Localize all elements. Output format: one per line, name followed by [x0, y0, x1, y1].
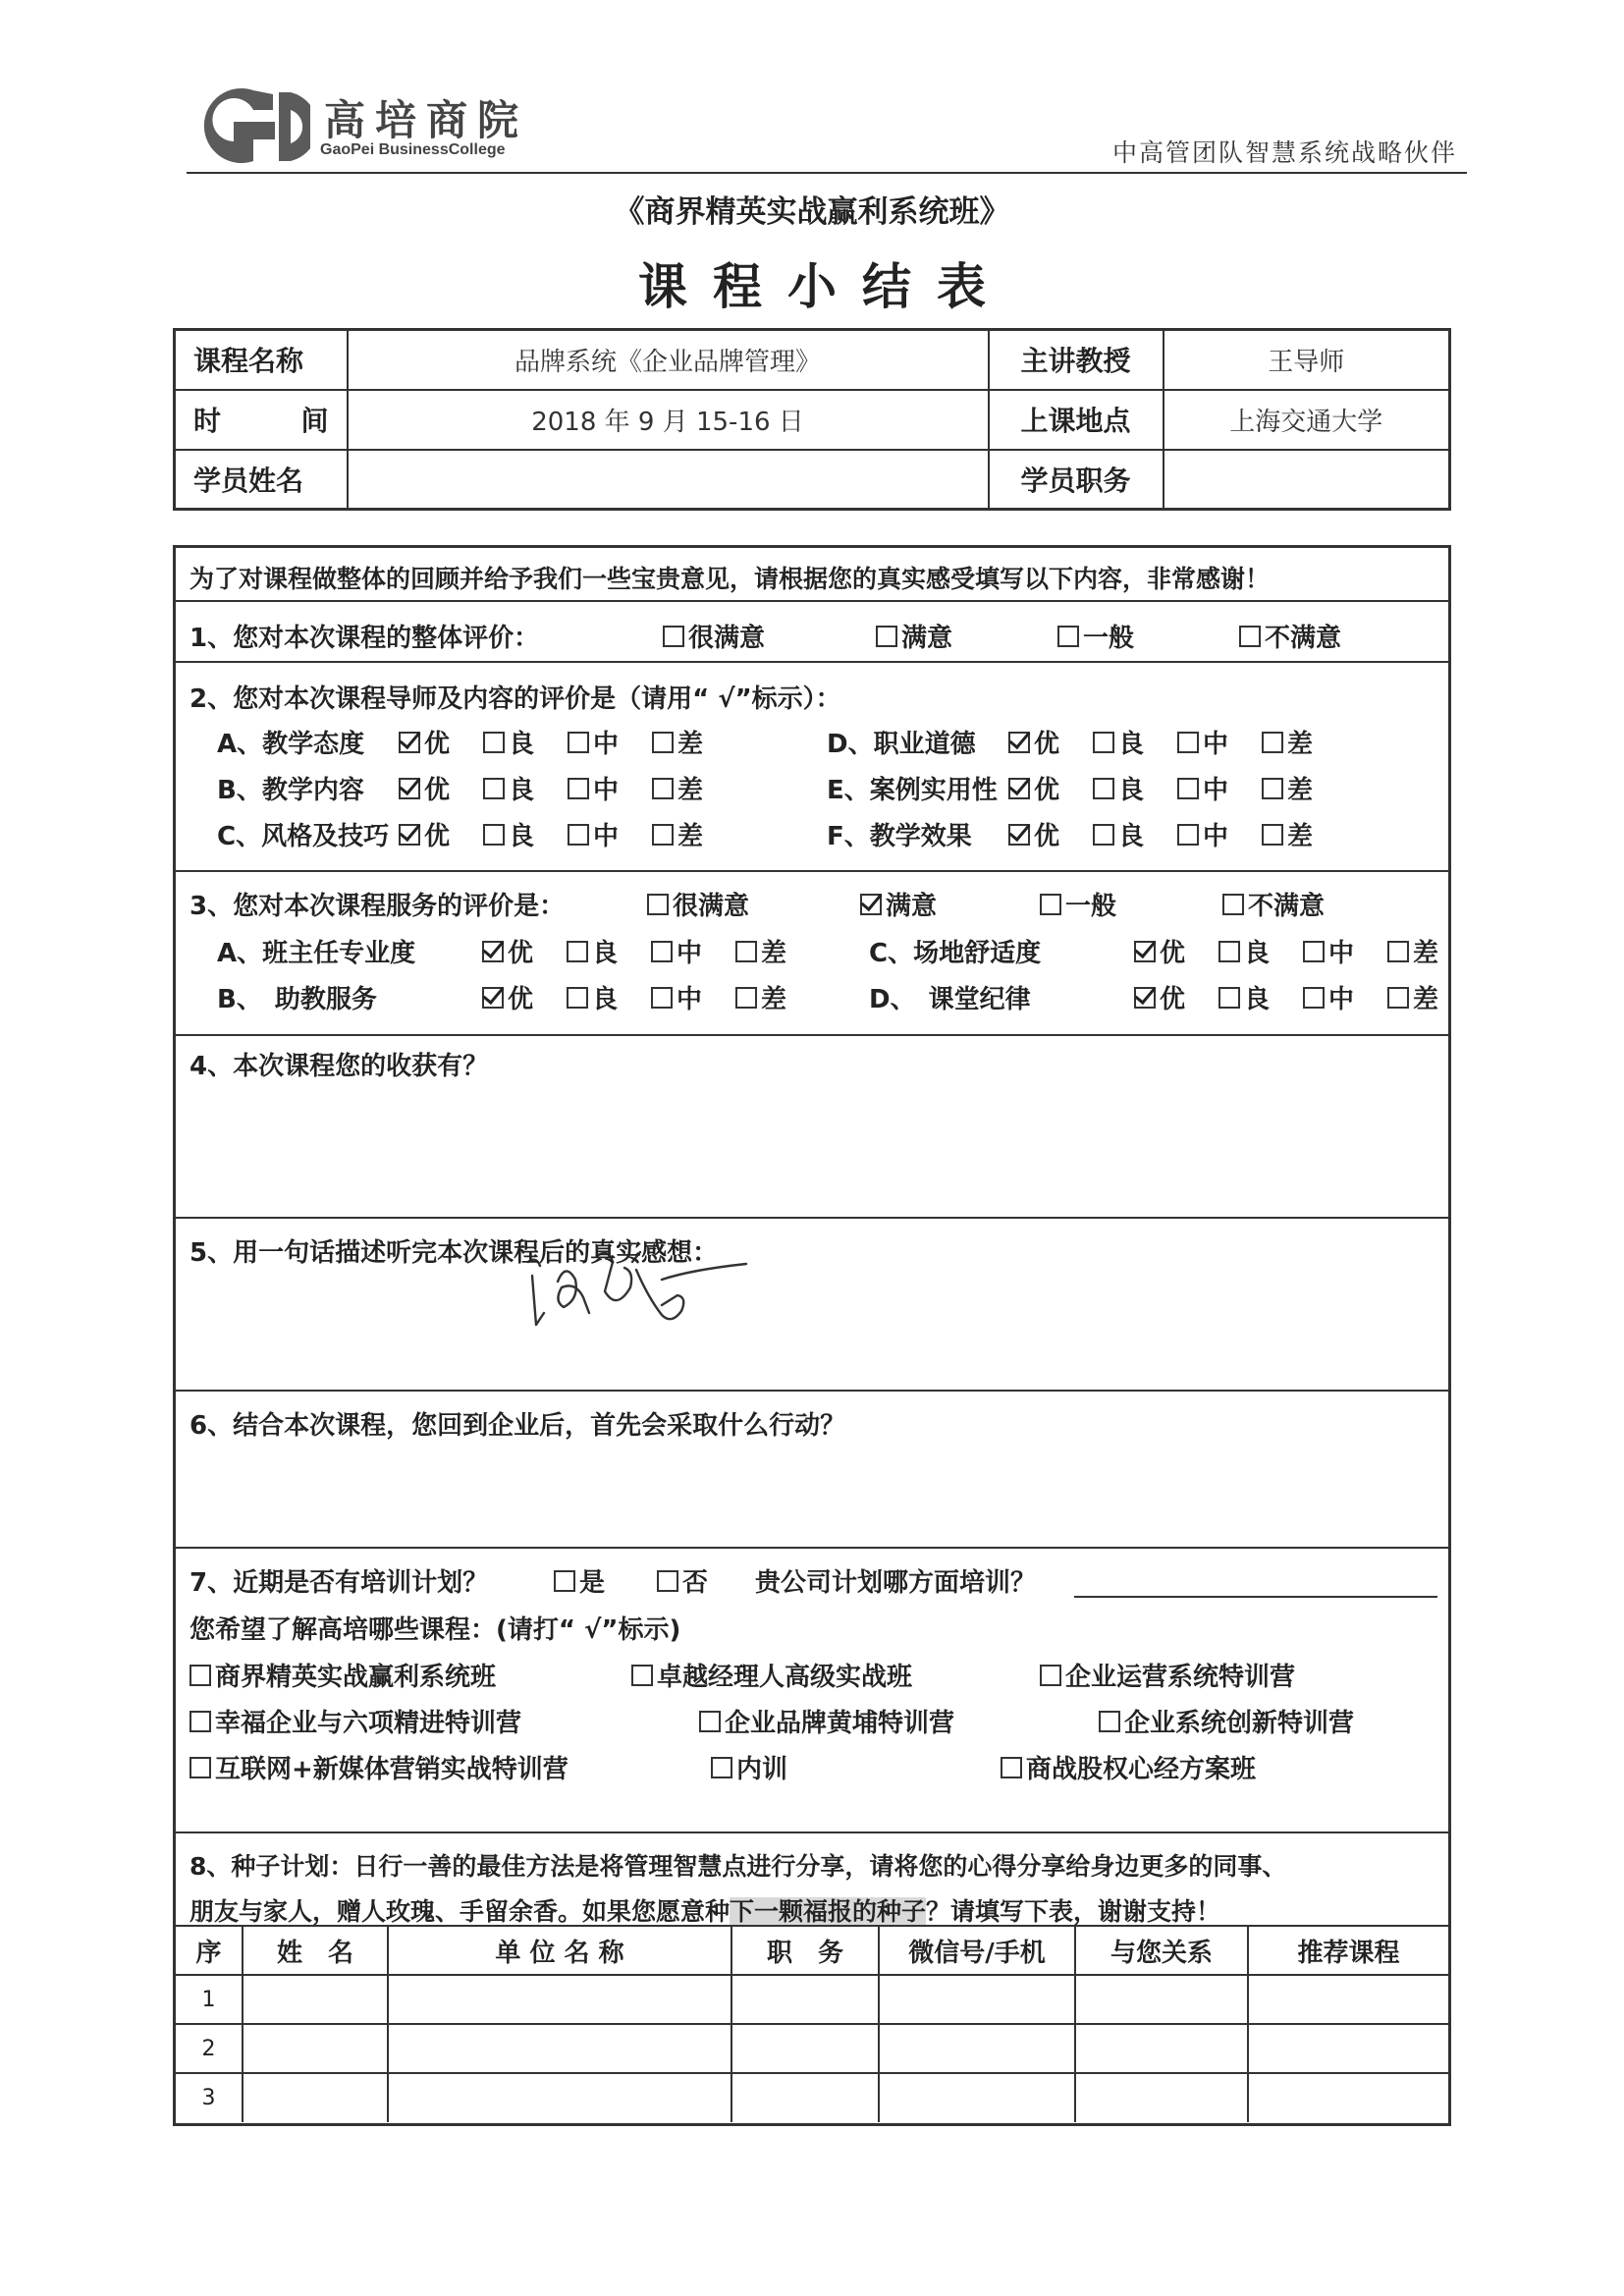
checkbox-icon[interactable] [1262, 778, 1283, 799]
checkbox-icon[interactable] [554, 1570, 575, 1592]
q2-grade-label: 差 [677, 822, 704, 851]
q7-label: 7、近期是否有培训计划？ [189, 1568, 489, 1598]
q2-item-label: A、教学态度 [217, 730, 365, 759]
q2-grade-option[interactable] [1008, 816, 1059, 852]
seed-table-header-row [176, 1926, 1448, 1975]
q7-course-option[interactable] [1040, 1657, 1295, 1693]
checkbox-icon[interactable] [735, 987, 757, 1009]
student-position-field[interactable] [1164, 450, 1450, 510]
checkbox-icon[interactable] [483, 732, 505, 753]
checkmark-icon[interactable] [399, 778, 420, 799]
checkmark-icon[interactable] [482, 941, 504, 962]
q3-grade-option[interactable] [567, 979, 618, 1015]
checkmark-icon[interactable] [860, 894, 882, 915]
q2-item-label: C、风格及技巧 [217, 822, 390, 851]
checkbox-icon[interactable] [652, 732, 674, 753]
q2-grade-option[interactable] [568, 724, 619, 760]
checkbox-icon[interactable] [189, 1711, 211, 1732]
survey-intro-text: 为了对课程做整体的回顾并给予我们一些宝贵意见，请根据您的真实感受填写以下内容，非常感谢！ [189, 565, 1271, 593]
q3-grade-label: 优 [1160, 985, 1186, 1014]
table-row [176, 1975, 1448, 2024]
table-cell[interactable] [1248, 1975, 1448, 2024]
q3-label: 3、您对本次课程服务的评价是： [189, 892, 566, 921]
q3-option-label: 很满意 [673, 892, 750, 921]
q2-grade-option[interactable] [1008, 724, 1059, 760]
table-cell[interactable] [731, 2073, 879, 2122]
q1-option-satisfied[interactable] [876, 618, 952, 654]
q3-option-very-satisfied[interactable] [647, 886, 749, 922]
q2-grade-option[interactable] [1262, 724, 1313, 760]
q3-grade-option[interactable] [1134, 933, 1185, 969]
q7-which-label: 贵公司计划哪方面培训？ [755, 1568, 1037, 1598]
course-name-label: 课程名称 [175, 330, 348, 390]
q2-item-label: E、案例实用性 [827, 776, 998, 805]
q3-item-label: A、班主任专业度 [217, 939, 416, 968]
checkmark-icon[interactable] [1134, 941, 1156, 962]
q7-course-option[interactable] [631, 1657, 912, 1693]
q7-course-label: 商界精英实战赢利系统班 [215, 1663, 497, 1692]
table-cell[interactable] [388, 2073, 731, 2122]
student-position-label: 学员职务 [989, 450, 1164, 510]
header-tagline: 中高管团队智慧系统战略伙伴 [1111, 138, 1457, 167]
q2-grade-option[interactable] [399, 724, 450, 760]
time-label [175, 390, 348, 450]
q3-grade-label: 差 [1413, 985, 1439, 1014]
checkbox-icon[interactable] [1177, 824, 1199, 846]
q3-grade-label: 中 [677, 985, 703, 1014]
q8-highlighted-text: 下一颗福报的种子 [730, 1897, 927, 1926]
table-cell[interactable] [1248, 2024, 1448, 2073]
q3-grade-label: 差 [761, 939, 787, 968]
header-divider [187, 172, 1467, 174]
q7-course-label: 卓越经理人高级实战班 [657, 1663, 913, 1692]
course-info-table [173, 328, 1451, 511]
checkbox-icon[interactable] [568, 778, 589, 799]
q1-option-average[interactable] [1057, 618, 1134, 654]
q3-grade-option[interactable] [1387, 979, 1438, 1015]
q3-grade-option[interactable] [1218, 933, 1270, 969]
q2-grade-option[interactable] [399, 770, 450, 806]
q3-grade-label: 中 [1328, 939, 1355, 968]
checkbox-icon[interactable] [1387, 987, 1409, 1009]
q7-course-label: 互联网+新媒体营销实战特训营 [215, 1755, 568, 1784]
q3-grade-option[interactable] [1134, 979, 1185, 1015]
row-number: 1 [176, 1975, 243, 2024]
q7-course-label: 企业运营系统特训营 [1065, 1663, 1296, 1692]
course-series-title: 《商界精英实战赢利系统班》 [614, 194, 1010, 230]
q2-grade-label: 差 [677, 730, 704, 759]
q2-grade-label: 中 [1203, 822, 1229, 851]
q3-section [176, 872, 1448, 1036]
q2-grade-label: 中 [593, 730, 620, 759]
q3-grade-label: 中 [1328, 985, 1355, 1014]
q2-grade-label: 中 [593, 776, 620, 805]
q3-grade-label: 良 [592, 939, 619, 968]
checkbox-icon[interactable] [663, 626, 684, 647]
checkbox-icon[interactable] [699, 1711, 721, 1732]
course-name-value[interactable]: 品牌系统《企业品牌管理》 [348, 330, 989, 390]
checkbox-icon[interactable] [1093, 732, 1114, 753]
checkbox-icon[interactable] [1222, 894, 1244, 915]
q3-grade-option[interactable] [735, 979, 786, 1015]
q3-grade-label: 良 [1244, 939, 1271, 968]
q7-which-answer-line[interactable] [1074, 1596, 1437, 1598]
q1-option-unsatisfied[interactable] [1239, 618, 1341, 654]
q2-grade-label: 差 [1287, 730, 1314, 759]
checkmark-icon[interactable] [1008, 732, 1030, 753]
q8-line-2-start: 朋友与家人，赠人玫瑰、手留余香。如果您愿意种 [189, 1897, 731, 1926]
q2-grade-option[interactable] [1177, 724, 1228, 760]
checkbox-icon[interactable] [735, 941, 757, 962]
q2-grade-label: 优 [424, 822, 451, 851]
q8-line-2 [189, 1892, 1220, 1928]
q7-yes-label: 是 [579, 1568, 606, 1598]
q6-section [176, 1392, 1448, 1549]
q1-option-label: 不满意 [1265, 624, 1342, 653]
logo-english-name: GaoPei BusinessCollege [320, 141, 506, 158]
seed-plan-table [176, 1925, 1448, 2122]
q2-grade-option[interactable] [1262, 816, 1313, 852]
venue-value[interactable]: 上海交通大学 [1164, 390, 1450, 450]
table-cell[interactable] [388, 2024, 731, 2073]
checkbox-icon[interactable] [483, 778, 505, 799]
q4-section [176, 1036, 1448, 1219]
table-cell[interactable] [1075, 1975, 1248, 2024]
time-value[interactable]: 2018 年 9 月 15-16 日 [348, 390, 989, 450]
q2-grade-label: 中 [593, 822, 620, 851]
checkbox-icon[interactable] [1262, 732, 1283, 753]
form-title: 课程小结表 [638, 258, 1011, 315]
q3-grade-option[interactable] [482, 979, 533, 1015]
q3-option-label: 不满意 [1248, 892, 1326, 921]
checkbox-icon[interactable] [1387, 941, 1409, 962]
q2-grade-option[interactable] [1093, 816, 1144, 852]
q3-item-label: B、 助教服务 [217, 985, 377, 1014]
q7-course-option[interactable] [1099, 1703, 1354, 1739]
checkmark-icon[interactable] [399, 824, 420, 846]
checkbox-icon[interactable] [876, 626, 897, 647]
table-row [176, 2073, 1448, 2122]
table-cell[interactable] [879, 1975, 1075, 2024]
q3-grade-label: 优 [508, 985, 534, 1014]
q2-grade-label: 差 [1287, 822, 1314, 851]
q2-grade-option[interactable] [652, 724, 703, 760]
q3-grade-label: 差 [761, 985, 787, 1014]
q3-grade-option[interactable] [1303, 979, 1354, 1015]
q3-item-label: C、场地舒适度 [869, 939, 1042, 968]
q1-label: 1、您对本次课程的整体评价： [189, 624, 540, 653]
q3-option-unsatisfied[interactable] [1222, 886, 1325, 922]
q2-grade-label: 差 [1287, 776, 1314, 805]
q7-course-label: 幸福企业与六项精进特训营 [215, 1709, 522, 1738]
venue-label: 上课地点 [989, 390, 1164, 450]
q3-grade-option[interactable] [651, 979, 702, 1015]
gaopei-logo-icon [194, 82, 310, 169]
logo-chinese-name: 高培商院 [324, 96, 529, 144]
checkbox-icon[interactable] [1001, 1757, 1022, 1778]
q3-grade-option[interactable] [1218, 979, 1270, 1015]
q3-grade-label: 良 [592, 985, 619, 1014]
survey-intro-section [176, 548, 1448, 602]
seed-table-header-cell: 序 [176, 1926, 243, 1975]
q2-item-label: F、教学效果 [827, 822, 972, 851]
checkbox-icon[interactable] [1177, 732, 1199, 753]
q2-label: 2、您对本次课程导师及内容的评价是（请用“ √”标示）： [189, 684, 841, 714]
q2-grade-label: 优 [1034, 730, 1060, 759]
q3-option-average[interactable] [1040, 886, 1116, 922]
q8-line-2-end: ？请填写下表，谢谢支持！ [926, 1897, 1221, 1926]
checkbox-icon[interactable] [568, 824, 589, 846]
checkbox-icon[interactable] [189, 1757, 211, 1778]
checkbox-icon[interactable] [1177, 778, 1199, 799]
q3-option-satisfied[interactable] [860, 886, 937, 922]
seed-table-header-cell: 单 位 名 称 [388, 1926, 731, 1975]
q2-item-label: D、职业道德 [827, 730, 976, 759]
table-cell[interactable] [731, 1975, 879, 2024]
q2-grade-label: 良 [1118, 776, 1145, 805]
q7-option-yes[interactable] [554, 1562, 605, 1599]
checkbox-icon[interactable] [647, 894, 669, 915]
table-cell[interactable] [1075, 2073, 1248, 2122]
q3-grade-label: 中 [677, 939, 703, 968]
checkbox-icon[interactable] [567, 941, 588, 962]
q7-course-option[interactable] [711, 1749, 787, 1785]
q2-grade-label: 良 [509, 776, 535, 805]
table-cell[interactable] [388, 1975, 731, 2024]
q8-line-1: 8、种子计划：日行一善的最佳方法是将管理智慧点进行分享，请将您的心得分享给身边更多的同事、 [189, 1852, 1287, 1881]
checkbox-icon[interactable] [657, 1570, 678, 1592]
q2-grade-option[interactable] [399, 816, 450, 852]
q2-grade-label: 良 [1118, 822, 1145, 851]
checkbox-icon[interactable] [652, 778, 674, 799]
time-label-char-2: 间 [300, 405, 329, 437]
q2-section [176, 663, 1448, 872]
q2-grade-option[interactable] [483, 770, 534, 806]
row-number: 3 [176, 2073, 243, 2122]
q2-grade-label: 良 [509, 822, 535, 851]
q2-grade-option[interactable] [1177, 816, 1228, 852]
q2-grade-option[interactable] [1093, 770, 1144, 806]
seed-table-header-cell: 微信号/手机 [879, 1926, 1075, 1975]
q3-grade-option[interactable] [482, 933, 533, 969]
q3-grade-label: 优 [1160, 939, 1186, 968]
q3-grade-label: 优 [508, 939, 534, 968]
seed-table-header-cell: 姓 名 [243, 1926, 388, 1975]
checkbox-icon[interactable] [567, 987, 588, 1009]
q7-course-label: 企业品牌黄埔特训营 [725, 1709, 955, 1738]
q5-label: 5、用一句话描述听完本次课程后的真实感想： [189, 1238, 719, 1268]
q2-grade-label: 中 [1203, 730, 1229, 759]
q2-grade-label: 优 [1034, 776, 1060, 805]
table-cell[interactable] [1248, 2073, 1448, 2122]
q3-grade-option[interactable] [567, 933, 618, 969]
checkbox-icon[interactable] [483, 824, 505, 846]
seed-table-header-cell: 与您关系 [1075, 1926, 1248, 1975]
q2-grade-label: 良 [1118, 730, 1145, 759]
survey-form [173, 545, 1451, 2126]
q2-grade-option[interactable] [483, 816, 534, 852]
q7-course-option[interactable] [189, 1657, 496, 1693]
q3-option-label: 满意 [886, 892, 938, 921]
table-cell[interactable] [243, 1975, 388, 2024]
checkbox-icon[interactable] [652, 824, 674, 846]
checkmark-icon[interactable] [482, 987, 504, 1009]
checkbox-icon[interactable] [631, 1665, 653, 1686]
q2-grade-label: 中 [1203, 776, 1229, 805]
table-cell[interactable] [243, 2024, 388, 2073]
student-name-label: 学员姓名 [175, 450, 348, 510]
q2-item-label: B、教学内容 [217, 776, 364, 805]
table-cell[interactable] [1075, 2024, 1248, 2073]
q1-option-label: 很满意 [688, 624, 766, 653]
q2-grade-label: 良 [509, 730, 535, 759]
q3-grade-option[interactable] [1387, 933, 1438, 969]
q3-grade-label: 差 [1413, 939, 1439, 968]
table-cell[interactable] [879, 2024, 1075, 2073]
q3-option-label: 一般 [1065, 892, 1117, 921]
q3-grade-option[interactable] [1303, 933, 1354, 969]
instructor-label: 主讲教授 [989, 330, 1164, 390]
checkbox-icon[interactable] [1239, 626, 1261, 647]
q7-course-label: 商战股权心经方案班 [1026, 1755, 1257, 1784]
q7-course-option[interactable] [189, 1703, 521, 1739]
q2-grade-option[interactable] [483, 724, 534, 760]
checkbox-icon[interactable] [651, 987, 673, 1009]
checkbox-icon[interactable] [1040, 1665, 1061, 1686]
q5-section [176, 1219, 1448, 1392]
q3-grade-option[interactable] [735, 933, 786, 969]
row-number: 2 [176, 2024, 243, 2073]
q7-course-option[interactable] [1001, 1749, 1256, 1785]
q6-label: 6、结合本次课程，您回到企业后，首先会采取什么行动？ [189, 1411, 846, 1441]
q3-grade-option[interactable] [651, 933, 702, 969]
checkbox-icon[interactable] [1040, 894, 1061, 915]
table-cell[interactable] [879, 2073, 1075, 2122]
seed-table-header-cell: 推荐课程 [1248, 1926, 1448, 1975]
checkbox-icon[interactable] [1303, 987, 1325, 1009]
q7-option-no[interactable] [657, 1562, 708, 1599]
q4-label: 4、本次课程您的收获有？ [189, 1052, 489, 1081]
seed-table-body [176, 1975, 1448, 2122]
q7-course-option[interactable] [699, 1703, 954, 1739]
q2-grade-option[interactable] [1177, 770, 1228, 806]
checkbox-icon[interactable] [711, 1757, 732, 1778]
q2-grade-label: 差 [677, 776, 704, 805]
checkmark-icon[interactable] [399, 732, 420, 753]
time-label-char-1: 时 [193, 405, 222, 437]
checkmark-icon[interactable] [1008, 824, 1030, 846]
q2-grade-label: 优 [1034, 822, 1060, 851]
q1-option-label: 满意 [901, 624, 953, 653]
q3-item-label: D、 课堂纪律 [869, 985, 1031, 1014]
q3-grade-label: 良 [1244, 985, 1271, 1014]
table-cell[interactable] [243, 2073, 388, 2122]
q1-option-very-satisfied[interactable] [663, 618, 765, 654]
checkbox-icon[interactable] [1093, 778, 1114, 799]
table-row [176, 2024, 1448, 2073]
q1-option-label: 一般 [1083, 624, 1135, 653]
q2-grade-option[interactable] [1262, 770, 1313, 806]
q2-grade-option[interactable] [652, 816, 703, 852]
q2-grade-option[interactable] [568, 816, 619, 852]
checkbox-icon[interactable] [651, 941, 673, 962]
checkbox-icon[interactable] [1057, 626, 1079, 647]
seed-table-header-cell: 职 务 [731, 1926, 879, 1975]
q1-section [176, 602, 1448, 663]
student-name-field[interactable] [348, 450, 989, 510]
checkbox-icon[interactable] [1093, 824, 1114, 846]
checkmark-icon[interactable] [1008, 778, 1030, 799]
checkbox-icon[interactable] [568, 732, 589, 753]
q2-grade-option[interactable] [1008, 770, 1059, 806]
q2-grade-option[interactable] [652, 770, 703, 806]
q2-grade-option[interactable] [1093, 724, 1144, 760]
checkmark-icon[interactable] [1134, 987, 1156, 1009]
checkbox-icon[interactable] [1218, 987, 1240, 1009]
instructor-value[interactable]: 王导师 [1164, 330, 1450, 390]
checkbox-icon[interactable] [189, 1665, 211, 1686]
checkbox-icon[interactable] [1218, 941, 1240, 962]
q7-section [176, 1549, 1448, 1833]
checkbox-icon[interactable] [1099, 1711, 1120, 1732]
q7-course-option[interactable] [189, 1749, 568, 1785]
q7-courses-label: 您希望了解高培哪些课程：(请打“ √”标示) [189, 1615, 681, 1645]
q2-grade-label: 优 [424, 730, 451, 759]
checkbox-icon[interactable] [1303, 941, 1325, 962]
table-cell[interactable] [731, 2024, 879, 2073]
q2-grade-option[interactable] [568, 770, 619, 806]
q2-grade-label: 优 [424, 776, 451, 805]
q7-course-label: 内训 [736, 1755, 788, 1784]
checkbox-icon[interactable] [1262, 824, 1283, 846]
q7-course-label: 企业系统创新特训营 [1124, 1709, 1355, 1738]
q7-no-label: 否 [682, 1568, 709, 1598]
